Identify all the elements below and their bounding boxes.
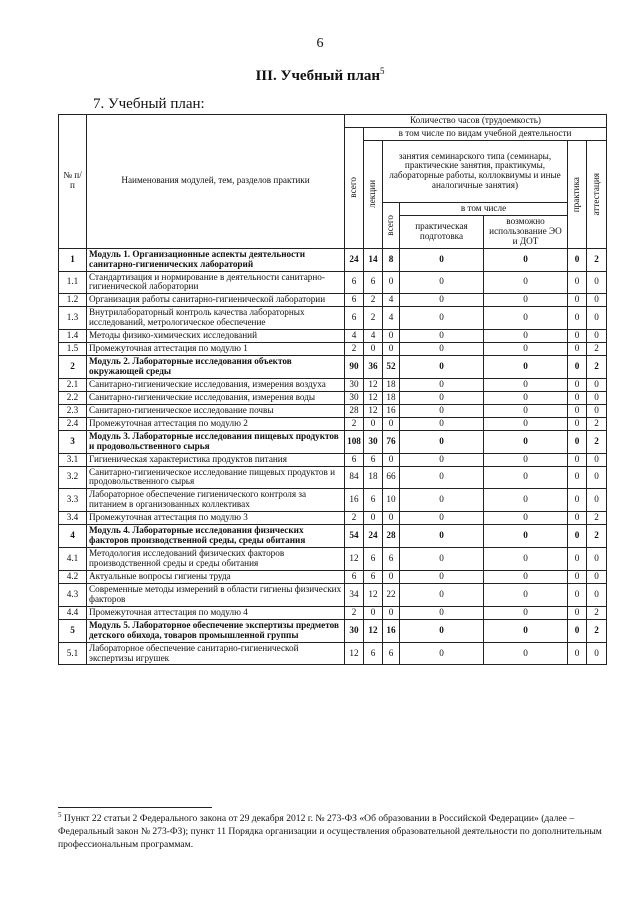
cell-distance-learning: 0 <box>484 489 568 512</box>
cell-name: Промежуточная аттестация по модулю 3 <box>87 512 345 525</box>
cell-lectures: 6 <box>364 642 383 665</box>
cell-num: 1.1 <box>59 271 87 294</box>
cell-distance-learning: 0 <box>484 430 568 453</box>
topic-row <box>59 404 607 417</box>
cell-distance-learning: 0 <box>484 307 568 330</box>
cell-lectures: 6 <box>364 271 383 294</box>
cell-attestation: 0 <box>587 453 607 466</box>
cell-total-hours: 6 <box>345 294 364 307</box>
cell-practice: 0 <box>568 570 587 583</box>
topic-row <box>59 391 607 404</box>
topic-row <box>59 378 607 391</box>
module-row <box>59 619 607 642</box>
cell-attestation: 2 <box>587 417 607 430</box>
cell-practice: 0 <box>568 583 587 606</box>
cell-num: 2.4 <box>59 417 87 430</box>
cell-lectures: 6 <box>364 489 383 512</box>
header-practice-text: практика <box>571 176 582 212</box>
cell-distance-learning: 0 <box>484 548 568 571</box>
cell-name: Методология исследований физических факторов производственной среды и среды обитания <box>87 548 345 571</box>
cell-lectures: 36 <box>364 356 383 379</box>
cell-distance-learning: 0 <box>484 466 568 489</box>
cell-practice: 0 <box>568 430 587 453</box>
cell-num: 1.4 <box>59 330 87 343</box>
cell-seminar-total: 4 <box>383 307 400 330</box>
cell-num: 1 <box>59 248 87 271</box>
cell-num: 5 <box>59 619 87 642</box>
cell-practice: 0 <box>568 525 587 548</box>
cell-name: Лабораторное обеспечение санитарно-гигиенической экспертизы игрушек <box>87 642 345 665</box>
cell-practice: 0 <box>568 307 587 330</box>
cell-practice: 0 <box>568 606 587 619</box>
cell-seminar-total: 18 <box>383 378 400 391</box>
header-lectures <box>364 140 383 248</box>
cell-attestation: 0 <box>587 548 607 571</box>
cell-attestation: 0 <box>587 307 607 330</box>
cell-name: Промежуточная аттестация по модулю 1 <box>87 343 345 356</box>
topic-row <box>59 307 607 330</box>
cell-lectures: 12 <box>364 583 383 606</box>
cell-lectures: 12 <box>364 404 383 417</box>
cell-num: 2 <box>59 356 87 379</box>
cell-attestation: 2 <box>587 343 607 356</box>
module-row <box>59 248 607 271</box>
module-row <box>59 430 607 453</box>
cell-num: 4.1 <box>59 548 87 571</box>
cell-attestation: 2 <box>587 248 607 271</box>
cell-lectures: 18 <box>364 466 383 489</box>
cell-total-hours: 2 <box>345 606 364 619</box>
cell-lectures: 6 <box>364 570 383 583</box>
cell-seminar-total: 4 <box>383 294 400 307</box>
cell-num: 1.3 <box>59 307 87 330</box>
curriculum-table <box>58 114 607 665</box>
cell-total-hours: 2 <box>345 512 364 525</box>
header-practical-training: практическая подготовка <box>400 215 484 248</box>
module-row <box>59 525 607 548</box>
cell-practical-training: 0 <box>400 548 484 571</box>
cell-total-hours: 4 <box>345 330 364 343</box>
cell-name: Санитарно-гигиеническое исследование почвы <box>87 404 345 417</box>
cell-seminar-total: 0 <box>383 343 400 356</box>
cell-seminar-total: 22 <box>383 583 400 606</box>
cell-seminar-total: 16 <box>383 404 400 417</box>
cell-total-hours: 34 <box>345 583 364 606</box>
cell-attestation: 0 <box>587 583 607 606</box>
cell-distance-learning: 0 <box>484 606 568 619</box>
cell-attestation: 0 <box>587 570 607 583</box>
cell-total-hours: 24 <box>345 248 364 271</box>
footnote-divider <box>58 807 212 808</box>
topic-row <box>59 489 607 512</box>
cell-practice: 0 <box>568 548 587 571</box>
cell-lectures: 4 <box>364 330 383 343</box>
cell-attestation: 0 <box>587 294 607 307</box>
cell-num: 1.5 <box>59 343 87 356</box>
cell-total-hours: 28 <box>345 404 364 417</box>
cell-num: 2.1 <box>59 378 87 391</box>
header-including: в том числе <box>400 202 568 215</box>
topic-row <box>59 294 607 307</box>
cell-attestation: 2 <box>587 356 607 379</box>
footnote <box>58 811 613 852</box>
cell-seminar-total: 76 <box>383 430 400 453</box>
header-seminar: занятия семинарского типа (семинары, практические занятия, практикумы, лабораторные работы, коллоквиумы и иные аналогичные занятия) <box>383 140 568 202</box>
cell-name: Модуль 1. Организационные аспекты деятельности санитарно-гигиенических лабораторий <box>87 248 345 271</box>
cell-seminar-total: 18 <box>383 391 400 404</box>
topic-row <box>59 606 607 619</box>
cell-practice: 0 <box>568 489 587 512</box>
subsection-title: 7. Учебный план: <box>93 96 205 112</box>
cell-distance-learning: 0 <box>484 378 568 391</box>
header-hours: Количество часов (трудоемкость) <box>345 115 607 128</box>
header-lectures-text: лекции <box>367 180 378 209</box>
cell-lectures: 6 <box>364 453 383 466</box>
cell-practice: 0 <box>568 378 587 391</box>
cell-practical-training: 0 <box>400 453 484 466</box>
cell-total-hours: 54 <box>345 525 364 548</box>
cell-practical-training: 0 <box>400 404 484 417</box>
cell-num: 2.3 <box>59 404 87 417</box>
cell-practice: 0 <box>568 248 587 271</box>
cell-practice: 0 <box>568 294 587 307</box>
cell-lectures: 0 <box>364 417 383 430</box>
topic-row <box>59 583 607 606</box>
cell-practical-training: 0 <box>400 512 484 525</box>
cell-attestation: 2 <box>587 619 607 642</box>
cell-seminar-total: 66 <box>383 466 400 489</box>
cell-name: Стандартизация и нормирование в деятельности санитарно-гигиенической лаборатории <box>87 271 345 294</box>
cell-total-hours: 84 <box>345 466 364 489</box>
cell-seminar-total: 52 <box>383 356 400 379</box>
cell-practical-training: 0 <box>400 606 484 619</box>
header-distance-learning: возможно использование ЭО и ДОТ <box>484 215 568 248</box>
cell-lectures: 0 <box>364 343 383 356</box>
cell-attestation: 0 <box>587 466 607 489</box>
cell-total-hours: 2 <box>345 417 364 430</box>
cell-practice: 0 <box>568 330 587 343</box>
cell-name: Санитарно-гигиенические исследования, измерения воздуха <box>87 378 345 391</box>
cell-practical-training: 0 <box>400 248 484 271</box>
cell-total-hours: 12 <box>345 642 364 665</box>
cell-attestation: 0 <box>587 271 607 294</box>
cell-name: Промежуточная аттестация по модулю 2 <box>87 417 345 430</box>
header-total <box>345 127 364 248</box>
footnote-text: Пункт 22 статьи 2 Федерального закона от 29 декабря 2012 г. № 273-ФЗ «Об образовании в Российской Федерации» (далее – Федеральный закон № 273-ФЗ); пункт 11 Порядка организации и осуществления образовательной деятельности по дополнительным профессиональным программам. <box>58 813 602 851</box>
cell-distance-learning: 0 <box>484 356 568 379</box>
cell-total-hours: 30 <box>345 378 364 391</box>
cell-name: Современные методы измерений в области гигиены физических факторов <box>87 583 345 606</box>
header-name: Наименования модулей, тем, разделов практики <box>87 115 345 249</box>
module-row <box>59 356 607 379</box>
cell-lectures: 2 <box>364 294 383 307</box>
cell-attestation: 2 <box>587 525 607 548</box>
header-practice <box>568 140 587 248</box>
cell-total-hours: 12 <box>345 548 364 571</box>
cell-name: Гигиеническая характеристика продуктов питания <box>87 453 345 466</box>
cell-attestation: 2 <box>587 430 607 453</box>
cell-total-hours: 90 <box>345 356 364 379</box>
cell-practice: 0 <box>568 642 587 665</box>
cell-total-hours: 108 <box>345 430 364 453</box>
cell-attestation: 2 <box>587 606 607 619</box>
cell-distance-learning: 0 <box>484 642 568 665</box>
cell-distance-learning: 0 <box>484 330 568 343</box>
cell-total-hours: 6 <box>345 271 364 294</box>
page-number: 6 <box>316 36 324 51</box>
cell-distance-learning: 0 <box>484 453 568 466</box>
cell-lectures: 12 <box>364 391 383 404</box>
cell-practical-training: 0 <box>400 489 484 512</box>
cell-distance-learning: 0 <box>484 570 568 583</box>
cell-seminar-total: 0 <box>383 606 400 619</box>
cell-practice: 0 <box>568 356 587 379</box>
cell-name: Санитарно-гигиенические исследования, измерения воды <box>87 391 345 404</box>
cell-seminar-total: 0 <box>383 417 400 430</box>
topic-row <box>59 548 607 571</box>
cell-practical-training: 0 <box>400 642 484 665</box>
topic-row <box>59 343 607 356</box>
cell-practical-training: 0 <box>400 570 484 583</box>
cell-total-hours: 2 <box>345 343 364 356</box>
header-attestation <box>587 140 607 248</box>
topic-row <box>59 642 607 665</box>
cell-seminar-total: 6 <box>383 548 400 571</box>
header-num: № п/п <box>59 115 87 249</box>
cell-practical-training: 0 <box>400 330 484 343</box>
cell-attestation: 0 <box>587 391 607 404</box>
cell-practical-training: 0 <box>400 466 484 489</box>
cell-practical-training: 0 <box>400 525 484 548</box>
cell-practical-training: 0 <box>400 619 484 642</box>
cell-num: 3 <box>59 430 87 453</box>
topic-row <box>59 453 607 466</box>
cell-attestation: 0 <box>587 378 607 391</box>
cell-practical-training: 0 <box>400 307 484 330</box>
cell-practice: 0 <box>568 391 587 404</box>
cell-distance-learning: 0 <box>484 404 568 417</box>
cell-practice: 0 <box>568 271 587 294</box>
cell-distance-learning: 0 <box>484 525 568 548</box>
cell-num: 5.1 <box>59 642 87 665</box>
topic-row <box>59 570 607 583</box>
section-title-text: III. Учебный план <box>255 68 381 84</box>
cell-practical-training: 0 <box>400 583 484 606</box>
cell-distance-learning: 0 <box>484 391 568 404</box>
footnote-ref: 5 <box>58 811 62 819</box>
cell-lectures: 2 <box>364 307 383 330</box>
cell-distance-learning: 0 <box>484 248 568 271</box>
cell-seminar-total: 0 <box>383 271 400 294</box>
cell-seminar-total: 0 <box>383 453 400 466</box>
cell-num: 3.1 <box>59 453 87 466</box>
cell-practical-training: 0 <box>400 343 484 356</box>
cell-attestation: 2 <box>587 512 607 525</box>
cell-practical-training: 0 <box>400 391 484 404</box>
cell-seminar-total: 16 <box>383 619 400 642</box>
cell-practice: 0 <box>568 417 587 430</box>
section-title <box>0 66 640 85</box>
cell-lectures: 14 <box>364 248 383 271</box>
cell-name: Методы физико-химических исследований <box>87 330 345 343</box>
cell-attestation: 0 <box>587 404 607 417</box>
topic-row <box>59 417 607 430</box>
cell-num: 1.2 <box>59 294 87 307</box>
cell-num: 4.4 <box>59 606 87 619</box>
cell-lectures: 24 <box>364 525 383 548</box>
cell-name: Лабораторное обеспечение гигиенического контроля за питанием в организованных коллективах <box>87 489 345 512</box>
cell-distance-learning: 0 <box>484 294 568 307</box>
header-total-text: всего <box>348 177 359 199</box>
cell-seminar-total: 8 <box>383 248 400 271</box>
cell-distance-learning: 0 <box>484 271 568 294</box>
cell-total-hours: 6 <box>345 453 364 466</box>
header-seminar-total <box>383 202 400 248</box>
cell-name: Санитарно-гигиеническое исследование пищевых продуктов и продовольственного сырья <box>87 466 345 489</box>
cell-name: Промежуточная аттестация по модулю 4 <box>87 606 345 619</box>
cell-seminar-total: 6 <box>383 642 400 665</box>
cell-distance-learning: 0 <box>484 619 568 642</box>
topic-row <box>59 271 607 294</box>
cell-practical-training: 0 <box>400 356 484 379</box>
cell-distance-learning: 0 <box>484 583 568 606</box>
cell-name: Модуль 3. Лабораторные исследования пищевых продуктов и продовольственного сырья <box>87 430 345 453</box>
cell-practical-training: 0 <box>400 378 484 391</box>
cell-num: 3.4 <box>59 512 87 525</box>
cell-total-hours: 16 <box>345 489 364 512</box>
cell-num: 2.2 <box>59 391 87 404</box>
cell-lectures: 30 <box>364 430 383 453</box>
cell-seminar-total: 0 <box>383 512 400 525</box>
cell-seminar-total: 28 <box>383 525 400 548</box>
cell-lectures: 0 <box>364 606 383 619</box>
cell-lectures: 6 <box>364 548 383 571</box>
cell-practice: 0 <box>568 512 587 525</box>
cell-seminar-total: 0 <box>383 330 400 343</box>
cell-lectures: 12 <box>364 378 383 391</box>
cell-lectures: 0 <box>364 512 383 525</box>
topic-row <box>59 330 607 343</box>
cell-name: Внутрилабораторный контроль качества лабораторных исследований, метрологическое обеспечение <box>87 307 345 330</box>
cell-attestation: 0 <box>587 642 607 665</box>
cell-distance-learning: 0 <box>484 417 568 430</box>
cell-total-hours: 30 <box>345 619 364 642</box>
cell-num: 4 <box>59 525 87 548</box>
cell-num: 4.3 <box>59 583 87 606</box>
cell-name: Модуль 5. Лабораторное обеспечение экспертизы предметов детского обихода, товаров промышленной группы <box>87 619 345 642</box>
cell-lectures: 12 <box>364 619 383 642</box>
header-attestation-text: аттестация <box>590 172 601 216</box>
cell-num: 4.2 <box>59 570 87 583</box>
cell-distance-learning: 0 <box>484 512 568 525</box>
header-seminar-total-text: всего <box>385 214 396 236</box>
cell-practice: 0 <box>568 343 587 356</box>
cell-distance-learning: 0 <box>484 343 568 356</box>
cell-attestation: 0 <box>587 489 607 512</box>
cell-practice: 0 <box>568 619 587 642</box>
cell-num: 3.2 <box>59 466 87 489</box>
section-footnote-ref: 5 <box>380 66 385 76</box>
cell-practical-training: 0 <box>400 271 484 294</box>
cell-total-hours: 30 <box>345 391 364 404</box>
cell-practice: 0 <box>568 453 587 466</box>
cell-num: 3.3 <box>59 489 87 512</box>
cell-practical-training: 0 <box>400 417 484 430</box>
cell-practical-training: 0 <box>400 294 484 307</box>
header-by-type: в том числе по видам учебной деятельности <box>364 127 607 140</box>
cell-seminar-total: 0 <box>383 570 400 583</box>
topic-row <box>59 512 607 525</box>
cell-name: Модуль 4. Лабораторные исследования физических факторов производственной среды, среды обитания <box>87 525 345 548</box>
cell-total-hours: 6 <box>345 570 364 583</box>
cell-total-hours: 6 <box>345 307 364 330</box>
cell-seminar-total: 10 <box>383 489 400 512</box>
cell-name: Актуальные вопросы гигиены труда <box>87 570 345 583</box>
cell-practical-training: 0 <box>400 430 484 453</box>
cell-attestation: 0 <box>587 330 607 343</box>
cell-name: Модуль 2. Лабораторные исследования объектов окружающей среды <box>87 356 345 379</box>
topic-row <box>59 466 607 489</box>
cell-practice: 0 <box>568 404 587 417</box>
cell-name: Организация работы санитарно-гигиенической лаборатории <box>87 294 345 307</box>
cell-practice: 0 <box>568 466 587 489</box>
